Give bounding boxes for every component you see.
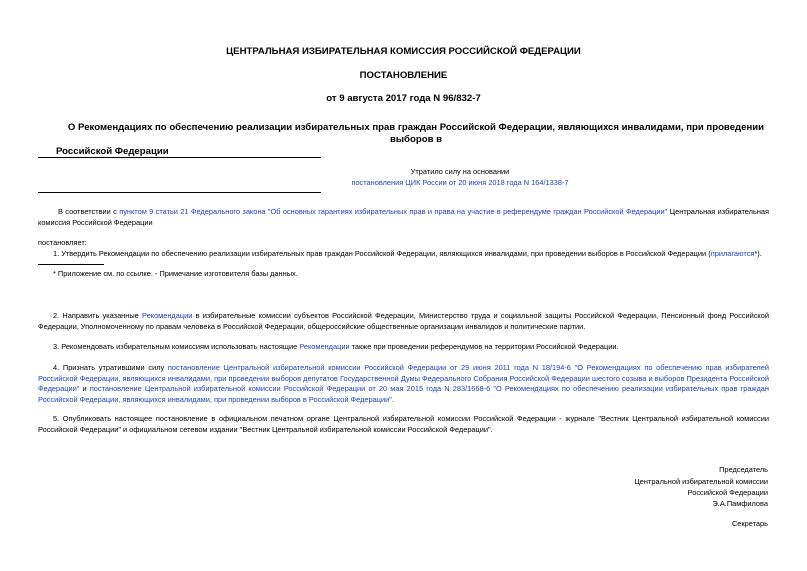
item-4-mid: и xyxy=(79,384,90,394)
item-2-rest: в избирательные комиссии субъектов Российской Федерации, Министерство труда и социальной защиты Российской Федерации, Пенсионный фонд Российской Федерации, Уполномоченному по правам человека в Российской Федерации, общероссийские общественные организации инвалидов и политические партии. xyxy=(38,311,769,331)
footnote: * Приложение см. по ссылке. - Примечание изготовителя базы данных. xyxy=(53,269,298,278)
preamble-start: В соответствии с xyxy=(58,207,120,216)
resolves-label: постановляет: xyxy=(38,238,87,247)
item-1-link[interactable]: прилагаются xyxy=(710,249,755,258)
item-4-end: . xyxy=(391,394,394,404)
org-name: ЦЕНТРАЛЬНАЯ ИЗБИРАТЕЛЬНАЯ КОМИССИЯ РОССИЙСКОЙ ФЕДЕРАЦИИ xyxy=(226,46,581,57)
item-4-link-1[interactable]: постановление Центральной избирательной комиссии Российской Федерации от 29 июня 2011 года N 18/194-6 "О Рекомендациях по обеспечению прав избирателей Российской Федерации, являющихся инвалидами, при проведении выборов депутатов Государственной Думы Федерального Собрания Российской Федерации шестого созыва и выборов Президента Российской Федерации" xyxy=(38,363,769,394)
lost-force-note: Утратило силу на основании xyxy=(410,167,510,176)
item-2 xyxy=(38,311,769,332)
item-4 xyxy=(38,363,769,405)
doc-title-line2: Российской Федерации xyxy=(56,146,169,157)
item-2-link[interactable]: Рекомендации xyxy=(142,311,193,320)
law-link[interactable]: пунктом 9 статьи 21 Федерального закона "Об основных гарантиях избирательных прав и права на участие в референдуме граждан Российской Федерации" xyxy=(119,207,668,216)
signature-org: Центральной избирательной комиссии xyxy=(634,477,768,486)
item-3-rest: также при проведении референдумов на территории Российской Федерации. xyxy=(349,342,619,351)
doc-type: ПОСТАНОВЛЕНИЕ xyxy=(359,70,448,81)
signature-secretary: Секретарь xyxy=(731,519,768,528)
item-3 xyxy=(53,342,769,353)
signature-title: Председатель xyxy=(719,465,768,474)
item-3-start: 3. Рекомендовать избирательным комиссиям использовать настоящие xyxy=(53,342,300,351)
signature-country: Российской Федерации xyxy=(687,488,768,497)
item-1 xyxy=(53,249,769,260)
item-2-start: 2. Направить указанные xyxy=(53,311,142,320)
item-1-end: *). xyxy=(754,249,762,258)
signature-name: Э.А.Памфилова xyxy=(712,499,768,508)
item-5: 5. Опубликовать настоящее постановление в официальном печатном органе Центральной избирательной комиссии Российской Федерации - журнале "Вестник Центральной избирательной комиссии Российской Федерации" и официальном сетевом издании "Вестник Центральной избирательной комиссии Российской Федерации". xyxy=(38,414,769,434)
basis-link[interactable]: постановления ЦИК России от 20 июня 2018 года N 164/1338-7 xyxy=(351,178,569,187)
item-4-link-2[interactable]: постановление Центральной избирательной комиссии Российской Федерации от 20 мая 2015 года N 283/1668-6 "О Рекомендациях по обеспечению реализации избирательных прав граждан Российской Федерации, являющихся инвалидами, при проведении выборов в Российской Федерации" xyxy=(38,384,769,404)
preamble-paragraph xyxy=(38,207,769,228)
item-4-start: 4. Признать утратившими силу xyxy=(53,363,168,372)
footnote-divider xyxy=(38,264,104,265)
preamble-end: Центральная избирательная комиссия Российской Федерации xyxy=(38,207,770,227)
item-3-link[interactable]: Рекомендации xyxy=(299,342,350,351)
doc-title-line1: О Рекомендациях по обеспечению реализации избирательных прав граждан Российской Федерации, являющихся инвалидами, при проведении выборов в xyxy=(67,122,765,145)
item-1-text: 1. Утвердить Рекомендации по обеспечению реализации избирательных прав граждан Российской Федерации, являющихся инвалидами, при проведении выборов в Российской Федерации ( xyxy=(53,249,711,258)
doc-date-number: от 9 августа 2017 года N 96/832-7 xyxy=(326,93,481,104)
doc-title xyxy=(56,122,776,158)
divider-bottom xyxy=(38,192,321,193)
divider-top xyxy=(38,157,321,158)
